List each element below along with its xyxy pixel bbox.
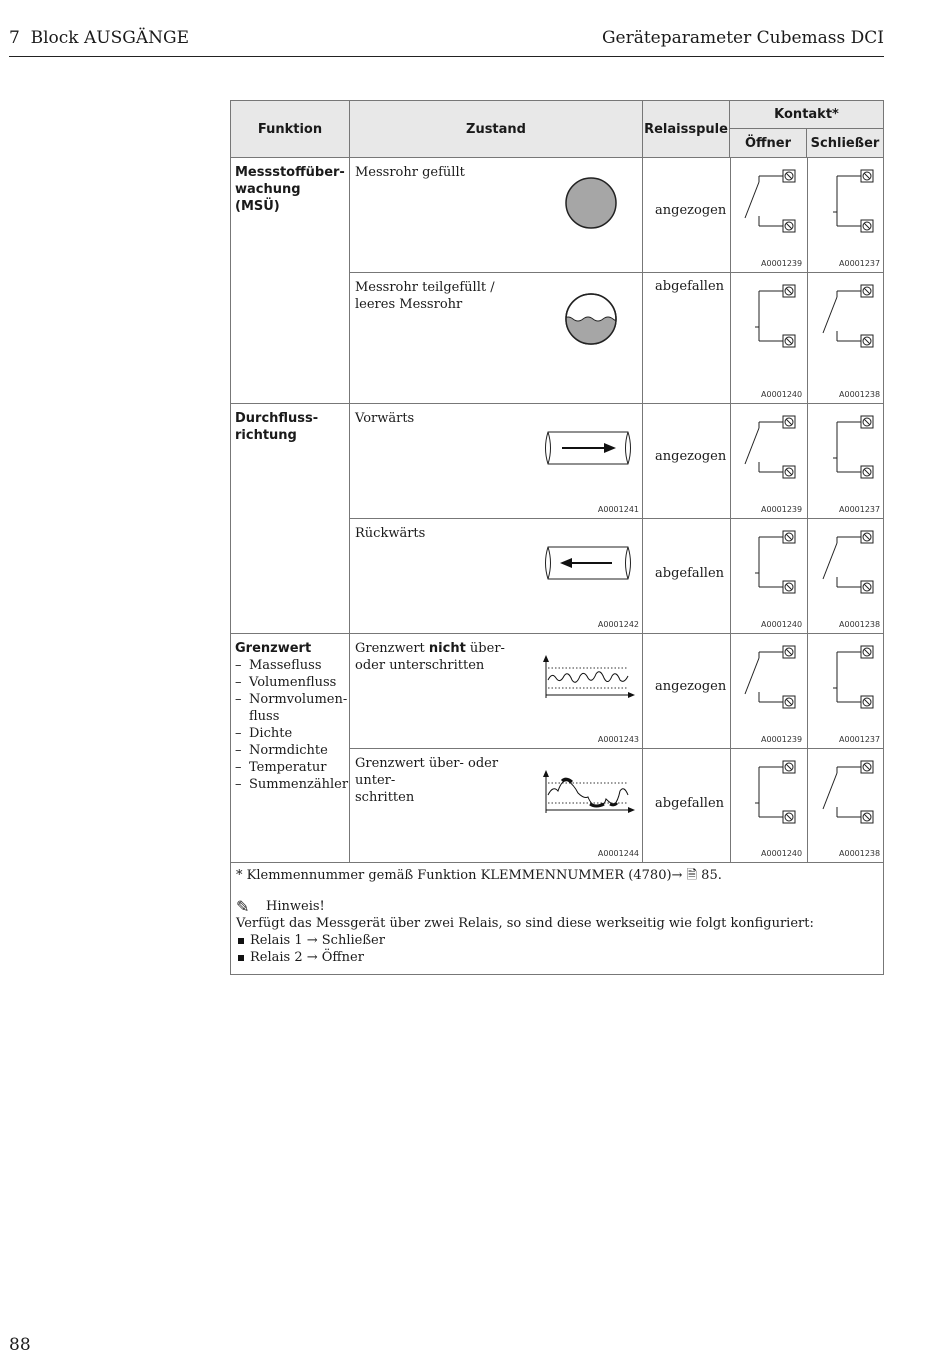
image-code: A0001240 <box>761 620 803 629</box>
relaisspule-state: angezogen <box>655 203 727 218</box>
contact-schliesser-symbol <box>819 414 889 484</box>
image-code: A0001237 <box>839 735 881 744</box>
header-title: Geräteparameter Cubemass DCI <box>601 28 884 48</box>
header-chapter: 7 Block AUSGÄNGE <box>9 28 189 48</box>
relaisspule-state: abgefallen <box>655 796 725 811</box>
column-divider <box>730 518 731 634</box>
funktion-label: Grenzwert <box>235 641 312 656</box>
col-header-zustand: Zustand <box>350 101 643 158</box>
page-ref-icon: 🗎 <box>686 868 698 883</box>
zustand-cell <box>350 158 643 273</box>
funktion-cell <box>231 404 350 634</box>
column-divider <box>730 633 731 749</box>
flow-backward-icon <box>542 543 634 583</box>
measured-variable-list <box>231 657 349 793</box>
list-item: – Volumenfluss <box>235 674 345 691</box>
image-code: A0001238 <box>839 849 881 858</box>
image-code: A0001240 <box>761 849 803 858</box>
list-item: Relais 2 → Öffner <box>236 949 878 966</box>
hinweis-text: Verfügt das Messgerät über zwei Relais, so sind diese werkseitig wie folgt konfiguriert: <box>236 916 814 931</box>
list-item: – Dichte <box>235 725 345 742</box>
image-code: A0001240 <box>761 390 803 399</box>
zustand-text: Rückwärts <box>355 526 426 541</box>
contact-oeffner-symbol <box>741 168 811 238</box>
relay-cell <box>643 158 884 273</box>
contact-oeffner-symbol <box>741 414 811 484</box>
relay-cell <box>643 273 884 404</box>
pipe-partial-icon <box>563 291 619 347</box>
zustand-cell <box>350 273 643 404</box>
list-item: – Massefluss <box>235 657 345 674</box>
col-header-kontakt: Kontakt* <box>730 101 884 129</box>
col-header-relaisspule: Relaisspule <box>643 101 730 158</box>
relay-cell <box>643 634 884 749</box>
contact-oeffner-symbol <box>741 759 811 829</box>
list-item: – Normdichte <box>235 742 345 759</box>
zustand-cell <box>350 404 643 519</box>
image-code: A0001238 <box>839 620 881 629</box>
contact-oeffner-symbol <box>741 529 811 599</box>
relay-cell <box>643 519 884 634</box>
relay-cell <box>643 749 884 863</box>
zustand-text: Grenzwert über- oder unter- schritten <box>355 756 499 805</box>
zustand-text: Messrohr teilgefüllt / leeres Messrohr <box>355 280 495 312</box>
image-code: A0001243 <box>597 735 639 744</box>
image-code: A0001239 <box>761 505 803 514</box>
zustand-cell <box>350 749 643 863</box>
page-number: 88 <box>9 1335 31 1355</box>
zustand-text: Messrohr gefüllt <box>355 165 465 180</box>
pencil-icon: ✎ <box>236 897 250 916</box>
funktion-cell <box>231 158 350 404</box>
contact-oeffner-symbol <box>741 644 811 714</box>
list-item: – Normvolumen- fluss <box>235 691 345 725</box>
contact-schliesser-symbol <box>819 283 889 353</box>
funktion-label: Messstoffüber- wachung (MSÜ) <box>235 165 345 214</box>
column-divider <box>730 748 731 863</box>
image-code: A0001241 <box>597 505 639 514</box>
footnote-line: * Klemmennummer gemäß Funktion KLEMMENNUMMER (4780)→ 🗎 85. <box>236 868 722 883</box>
column-divider <box>730 403 731 519</box>
relaisspule-state: abgefallen <box>655 566 725 581</box>
limit-exceeded-icon <box>540 769 638 817</box>
contact-schliesser-symbol <box>819 168 889 238</box>
relay-cell <box>643 404 884 519</box>
image-code: A0001239 <box>761 735 803 744</box>
header-divider <box>9 56 884 57</box>
relaisspule-state: angezogen <box>655 449 727 464</box>
column-divider <box>730 157 731 273</box>
relay-function-table <box>230 100 884 975</box>
funktion-label: Durchfluss- richtung <box>235 411 319 443</box>
list-item: – Temperatur <box>235 759 345 776</box>
image-code: A0001237 <box>839 505 881 514</box>
relaisspule-state: abgefallen <box>655 279 725 294</box>
col-header-schliesser: Schließer <box>807 129 884 158</box>
zustand-cell <box>350 519 643 634</box>
zustand-text: Grenzwert nicht über- oder unterschritten <box>355 641 505 673</box>
list-item: – Summenzähler <box>235 776 345 793</box>
image-code: A0001239 <box>761 259 803 268</box>
funktion-cell <box>231 634 350 863</box>
image-code: A0001242 <box>597 620 639 629</box>
image-code: A0001238 <box>839 390 881 399</box>
pipe-full-icon <box>563 175 619 231</box>
col-header-funktion: Funktion <box>231 101 350 158</box>
column-divider <box>730 272 731 404</box>
relaisspule-state: angezogen <box>655 679 727 694</box>
contact-oeffner-symbol <box>741 283 811 353</box>
list-item: Relais 1 → Schließer <box>236 932 878 949</box>
zustand-text: Vorwärts <box>355 411 415 426</box>
image-code: A0001244 <box>597 849 639 858</box>
footnote-cell <box>231 863 884 975</box>
col-header-oeffner: Öffner <box>730 129 807 158</box>
limit-not-exceeded-icon <box>540 654 638 702</box>
contact-schliesser-symbol <box>819 644 889 714</box>
flow-forward-icon <box>542 428 634 468</box>
hinweis-label: Hinweis! <box>266 899 325 914</box>
image-code: A0001237 <box>839 259 881 268</box>
zustand-cell <box>350 634 643 749</box>
contact-schliesser-symbol <box>819 529 889 599</box>
contact-schliesser-symbol <box>819 759 889 829</box>
